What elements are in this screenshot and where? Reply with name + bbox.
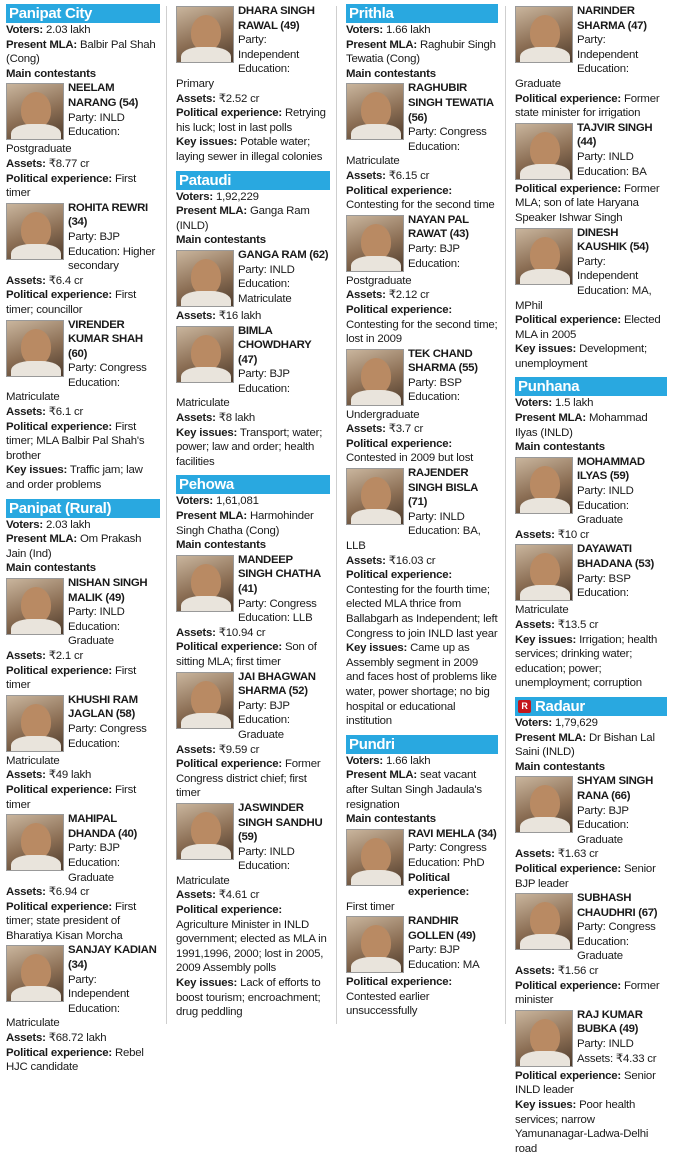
field-label: Party: [238,699,267,712]
field-label: Key issues: [515,1099,577,1112]
field-label: Party: [68,722,97,735]
field-label: Political experience: [6,783,112,796]
candidate-card: NEELAM NARANG (54) Party: INLD Education: [6,81,160,142]
field-label: Key issues: [176,977,238,990]
field-label: Political experience: [6,664,112,677]
column-2 [176,4,330,1026]
section-pataudi: Pataudi Voters: 1,92,229 Present MLA: Ganga Ram (INLD) Main contestants GANGA RAM (62) Party: INLD Education: Matriculate Assets: ₹16 lakh BIMLA CHOWDHARY (47) Party: BJP Education: Matriculate Assets: ₹8 lakh Key issues: Transport; water; power; law and order; health facilities [176,171,329,468]
field-label: Political experience: [176,758,282,771]
candidate-photo [176,803,234,860]
field-label: Party: [577,804,606,817]
field-label: Key issues: [176,426,238,439]
field-label: Party: [408,126,437,139]
candidate-photo [346,83,404,140]
field-label: Education: [238,63,290,76]
field-label: Party: [577,255,606,268]
field-label: Assets: [176,743,216,756]
field-label: Present MLA: [515,412,587,425]
voters-value: 2.03 lakh [45,24,91,36]
candidate-photo [515,6,573,63]
field-label: Assets: [176,309,216,322]
field-label: Assets: [176,626,216,639]
field-label: Party: [68,842,97,855]
section-radaur: R Radaur Voters: 1,79,629 Present MLA: Dr Bishan Lal Saini (INLD) Main contestants SHYAM SINGH RANA (66) Party: BJP Education: Graduate Assets: ₹1.63 cr Political experience: Senior BJP leader SUBHASH CHAUDHRI (67) Party: Congress Education: Graduate Assets: ₹1.56 cr Political experience: Former minister RAJ KUMAR BUBKA (49) Party: INLD Assets: ₹4.33 cr Political experience: Senior INLD leader Key issues: Poor health services; narrow Yamunanagar-Ladwa-Delhi road [515,697,667,1156]
column-1 [6,4,160,1081]
field-label: Assets: [6,1032,46,1045]
section-continued: DHARA SINGH RAWAL (49) Party: Independent Education: Primary Assets: ₹2.52 cr Political experience: Retrying his luck; lost in last polls Key issues: Potable water; laying sewer in illegal colonies [176,4,330,165]
field-label: Assets: [176,412,216,425]
field-label: Assets: [577,1052,613,1065]
field-label: Assets: [515,528,555,541]
field-label: Assets: [6,157,46,170]
candidate-card: MANDEEP SINGH CHATHA (41) Party: Congress Education: LLB [176,553,330,626]
field-label: Assets: [176,92,216,105]
field-label: Political experience: [176,904,282,917]
field-label: Key issues: [346,642,408,655]
field-label: Education: [238,714,290,727]
field-label: Assets: [176,889,216,902]
field-label: Key issues: [515,633,577,646]
field-label: Present MLA: [515,731,587,744]
section-header: Panipat City [6,4,160,23]
candidate-photo [346,215,404,272]
field-label: Political experience: [176,107,282,120]
field-label: Education: [577,819,629,832]
mla-value: Balbir Pal Shah (Cong) [6,38,156,66]
candidate-card: MOHAMMAD ILYAS (59) Party: INLD Education: Graduate [515,455,667,528]
field-label: Political experience: [346,437,452,450]
section-pehowa: Pehowa Voters: 1,61,081 Present MLA: Harmohinder Singh Chatha (Cong) Main contestants MANDEEP SINGH CHATHA (41) Party: Congress Education: LLB Assets: ₹10.94 cr Political experience: Son of sitting MLA; first timer JAI BHAGWAN SHARMA (52) Party: BJP Education: Graduate Assets: ₹9.59 cr Political experience: Former Congress district chief; first timer JASWINDER SINGH SANDHU (59) Party: INLD Education: Matriculate Assets: ₹4.61 cr Political experience: Agriculture Minister in INLD government; elected as MLA in 1991,1996, 2000; lost in 2005, 2009 Assembly polls Key issues: Lack of efforts to boost tourism; encroachment; drug peddling [176,475,330,1019]
r-badge-icon: R [518,700,531,713]
field-label: Education: [68,856,120,869]
field-label: Party: [577,1038,606,1051]
candidate-card: RAJENDER SINGH BISLA (71) Party: INLD Education: BA, LLB [346,467,481,553]
candidate-photo [6,203,64,260]
section-panipat-city: Panipat City Voters: 2.03 lakh Present MLA: Balbir Pal Shah (Cong) Main contestants NEELAM NARANG (54) Party: INLD Education: Postgraduate Assets: ₹8.77 cr Political experience: First timer ROHITA REWRI (34) Party: BJP Education: Higher secondary Assets: ₹6.4 cr Political experience: First timer; councillor VIRENDER KUMAR SHAH (60) Party: Congress Education: Matriculate Assets: ₹6.1 cr Political experience: First timer; MLA Balbir Pal Shah's brother Key issues: Traffic jam; law and order problems [6,4,160,493]
field-label: Assets: [346,554,386,567]
field-label: Political experience: [515,92,621,105]
candidate-photo [346,349,404,406]
field-label: Education: [577,499,629,512]
candidate-photo [176,326,234,383]
candidate-card: GANGA RAM (62) Party: INLD Education: Matriculate [176,248,330,309]
candidate-card: ROHITA REWRI (34) Party: BJP Education: Higher secondary [6,201,160,274]
candidate-card: RAVI MEHLA (34) Party: Congress Education: PhD Political experience: [346,827,498,900]
column-divider [336,6,337,1024]
candidate-photo [176,555,234,612]
field-label: Party: [68,111,97,124]
candidate-photo [515,123,573,180]
field-label: Key issues: [6,464,68,477]
candidate-photo [6,695,64,752]
section-header: Panipat (Rural) [6,499,160,518]
field-label: Education: [238,612,290,625]
field-label: Education: [577,63,629,76]
candidate-card: SHYAM SINGH RANA (66) Party: BJP Education: Graduate [515,774,667,847]
column-3 [346,4,498,1025]
field-label: Political experience: [176,641,282,654]
candidate-card: BIMLA CHOWDHARY (47) Party: BJP Education: [176,324,330,397]
field-label: Assets: [515,619,555,631]
field-label: Assets: [346,169,386,182]
section-panipat-rural: Panipat (Rural) Voters: 2.03 lakh Present MLA: Om Prakash Jain (Ind) Main contestants NISHAN SINGH MALIK (49) Party: INLD Education: Graduate Assets: ₹2.1 cr Political experience: First timer KHUSHI RAM JAGLAN (58) Party: Congress Education: Matriculate Assets: ₹49 lakh Political experience: First timer MAHIPAL DHANDA (40) Party: BJP Education: Graduate Assets: ₹6.94 cr Political experience: First timer; state president of Bharatiya Kisan Morcha SANJAY KADIAN (34) Party: Independent Education: Matriculate Assets: ₹68.72 lakh Political experience: Rebel HJC candidate [6,499,160,1075]
field-label: Party: [238,34,267,47]
candidate-card: SANJAY KADIAN (34) Party: Independent Education: [6,943,160,1016]
field-label: Party: [238,263,267,276]
field-label: Political experience: [6,172,112,185]
field-label: Education: [408,525,460,538]
field-label: Education: [68,620,120,633]
field-label: Voters: [6,24,43,36]
candidate-photo [176,6,234,63]
candidate-card: RAJ KUMAR BUBKA (49) Party: INLD Assets: ₹4.33 cr [515,1008,667,1069]
field-label: Assets: [6,769,46,782]
column-4 [515,4,667,1162]
field-label: Political experience: [346,569,452,582]
column-divider [505,6,506,1024]
candidate-card: DAYAWATI BHADANA (53) Party: BSP Education: [515,542,667,603]
field-label: Political experience: [515,862,621,875]
field-label: Party: [408,376,437,389]
field-label: Assets: [515,848,555,861]
field-label: Voters: [6,518,43,531]
section-prithla: Prithla Voters: 1.66 lakh Present MLA: Raghubir Singh Tewatia (Cong) Main contestants RAGHUBIR SINGH TEWATIA (56) Party: Congress Education: Matriculate Assets: ₹6.15 cr Political experience: Contesting for the second time NAYAN PAL RAWAT (43) Party: BJP Education: Postgraduate Assets: ₹2.12 cr Political experience: Contesting for the second time; lost in 2009 TEK CHAND SHARMA (55) Party: BSP Education: Undergraduate Assets: ₹3.7 cr Political experience: Contested in 2009 but lost RAJENDER SINGH BISLA (71) Party: INLD Education: BA, LLB Assets: ₹16.03 cr Political experience: Contesting for the fourth time; elected MLA thrice from Ballabgarh as Independent; left Congress to join INLD last year Key issues: Came up as Assembly segment in 2009 and faces host of problems like water, power shortage; no big hospital or educational institution [346,5,498,728]
field-label: Political experience: [6,1046,112,1059]
candidate-photo [515,228,573,285]
field-label: Party: [577,572,606,585]
section-header: Pataudi [176,171,330,190]
candidate-photo [515,544,573,601]
candidate-photo [176,672,234,729]
field-label: Voters: [346,754,383,767]
field-label: Voters: [515,716,552,729]
candidate-photo [346,916,404,973]
field-label: Party: [408,842,437,855]
field-label: Party: [408,242,437,255]
field-label: Party: [577,150,606,163]
field-label: Party: [577,34,606,47]
field-label: Party: [408,510,437,523]
field-label: Voters: [346,24,383,36]
field-label: Education: [577,935,629,948]
candidate-photo [6,83,64,140]
field-label: Assets: [6,406,46,419]
section-header: R Radaur [515,697,667,716]
field-label: Assets: [6,649,46,662]
field-label: Party: [577,485,606,498]
field-label: Assets: [515,965,555,978]
candidate-card: RANDHIR GOLLEN (49) Party: BJP Education: MA [346,914,498,975]
field-label: Political experience: [6,900,112,913]
field-label: Party: [238,368,267,381]
candidate-photo [6,814,64,871]
field-label: Political experience: [515,979,621,992]
candidate-card: KHUSHI RAM JAGLAN (58) Party: Congress Education: [6,693,160,754]
field-label: Political experience: [346,303,452,316]
section-header: Prithla [346,4,498,23]
field-label: Party: [408,944,437,957]
field-label: Party: [68,362,97,375]
candidate-photo [515,457,573,514]
field-label: Political experience: [346,976,452,989]
section-pundri: Pundri Voters: 1.66 lakh Present MLA: seat vacant after Sultan Singh Jadaula's resignation Main contestants RAVI MEHLA (34) Party: Congress Education: PhD Political experience: First timer RANDHIR GOLLEN (49) Party: BJP Education: MA Political experience: Contested earlier unsuccessfully [346,735,497,1018]
candidate-photo [515,893,573,950]
field-label: Voters: [515,397,552,410]
candidate-card: SUBHASH CHAUDHRI (67) Party: Congress Education: Graduate [515,891,667,964]
field-label: Political experience: [515,1069,621,1082]
candidate-photo [6,578,64,635]
section-header: Pundri [346,735,498,754]
field-label: Education: [408,959,460,972]
candidate-card: DINESH KAUSHIK (54) Party: Independent Education: MA, MPhil [515,226,652,312]
field-label: Key issues: [515,343,577,356]
candidate-photo [515,1010,573,1067]
field-label: Education: [577,165,629,178]
candidate-card: DHARA SINGH RAWAL (49) Party: Independent Education: Primary [176,5,315,90]
candidate-card: TEK CHAND SHARMA (55) Party: BSP Education: [346,347,498,408]
section-continued: NARINDER SHARMA (47) Party: Independent Education: Graduate Political experience: Former state minister for irrigation TAJVIR SINGH (44) Party: INLD Education: BA Political experience: Former MLA; son of late Haryana Speaker Ishwar Singh DINESH KAUSHIK (54) Party: Independent Education: MA, MPhil Political experience: Elected MLA in 2005 Key issues: Development; unemployment [515,4,667,371]
field-label: Assets: [346,289,386,302]
field-label: Assets: [346,423,386,436]
field-label: Voters: [176,495,213,508]
field-label: Education: [577,284,629,297]
field-label: Present MLA: [6,533,78,546]
field-label: Party: [577,921,606,934]
field-label: Party: [238,597,267,610]
field-label: Political experience: [6,420,112,433]
field-label: Present MLA: [6,38,78,51]
field-label: Party: [68,230,97,243]
candidate-card: NARINDER SHARMA (47) Party: Independent Education: Graduate [515,5,647,90]
field-label: Party: [238,845,267,858]
field-label: Political experience: [515,314,621,327]
candidate-card: TAJVIR SINGH (44) Party: INLD Education: BA [515,121,667,182]
candidate-card: RAGHUBIR SINGH TEWATIA (56) Party: Congress Education: [346,81,498,154]
candidate-photo [515,776,573,833]
field-label: Education: [408,856,460,869]
field-label: Present MLA: [176,510,248,523]
field-label: Key issues: [176,136,238,149]
candidate-photo [6,320,64,377]
field-label: Party: [68,606,97,619]
field-label: Political experience: [6,289,112,302]
candidate-card: NAYAN PAL RAWAT (43) Party: BJP Education: [346,213,498,274]
field-label: Assets: [6,886,46,899]
candidate-photo [176,250,234,307]
section-punhana: Punhana Voters: 1.5 lakh Present MLA: Mohammad Ilyas (INLD) Main contestants MOHAMMAD ILYAS (59) Party: INLD Education: Graduate Assets: ₹10 cr DAYAWATI BHADANA (53) Party: BSP Education: Matriculate Assets: ₹13.5 cr Key issues: Irrigation; health services; drinking water; education; power; unemployment; corruption [515,377,667,691]
candidate-card: JASWINDER SINGH SANDHU (59) Party: INLD Education: [176,801,330,874]
field-label: Present MLA: [346,769,418,782]
field-label: Present MLA: [176,205,248,218]
candidate-photo [346,829,404,886]
candidate-photo [346,468,404,525]
field-label: Present MLA: [346,38,418,51]
candidate-card: NISHAN SINGH MALIK (49) Party: INLD Education: Graduate [6,576,160,649]
section-header: Pehowa [176,475,330,494]
candidate-card: MAHIPAL DHANDA (40) Party: BJP Education: Graduate [6,812,160,885]
candidate-card: VIRENDER KUMAR SHAH (60) Party: Congress Education: [6,318,160,391]
section-header: Punhana [515,377,667,396]
field-label: Assets: [6,274,46,287]
candidate-card: JAI BHAGWAN SHARMA (52) Party: BJP Education: Graduate [176,670,330,743]
field-label: Voters: [176,190,213,203]
column-divider [166,6,167,1024]
field-label: Political experience: [346,184,452,197]
field-label: Political experience: [515,182,621,195]
field-label: Party: [68,973,97,986]
candidate-photo [6,945,64,1002]
